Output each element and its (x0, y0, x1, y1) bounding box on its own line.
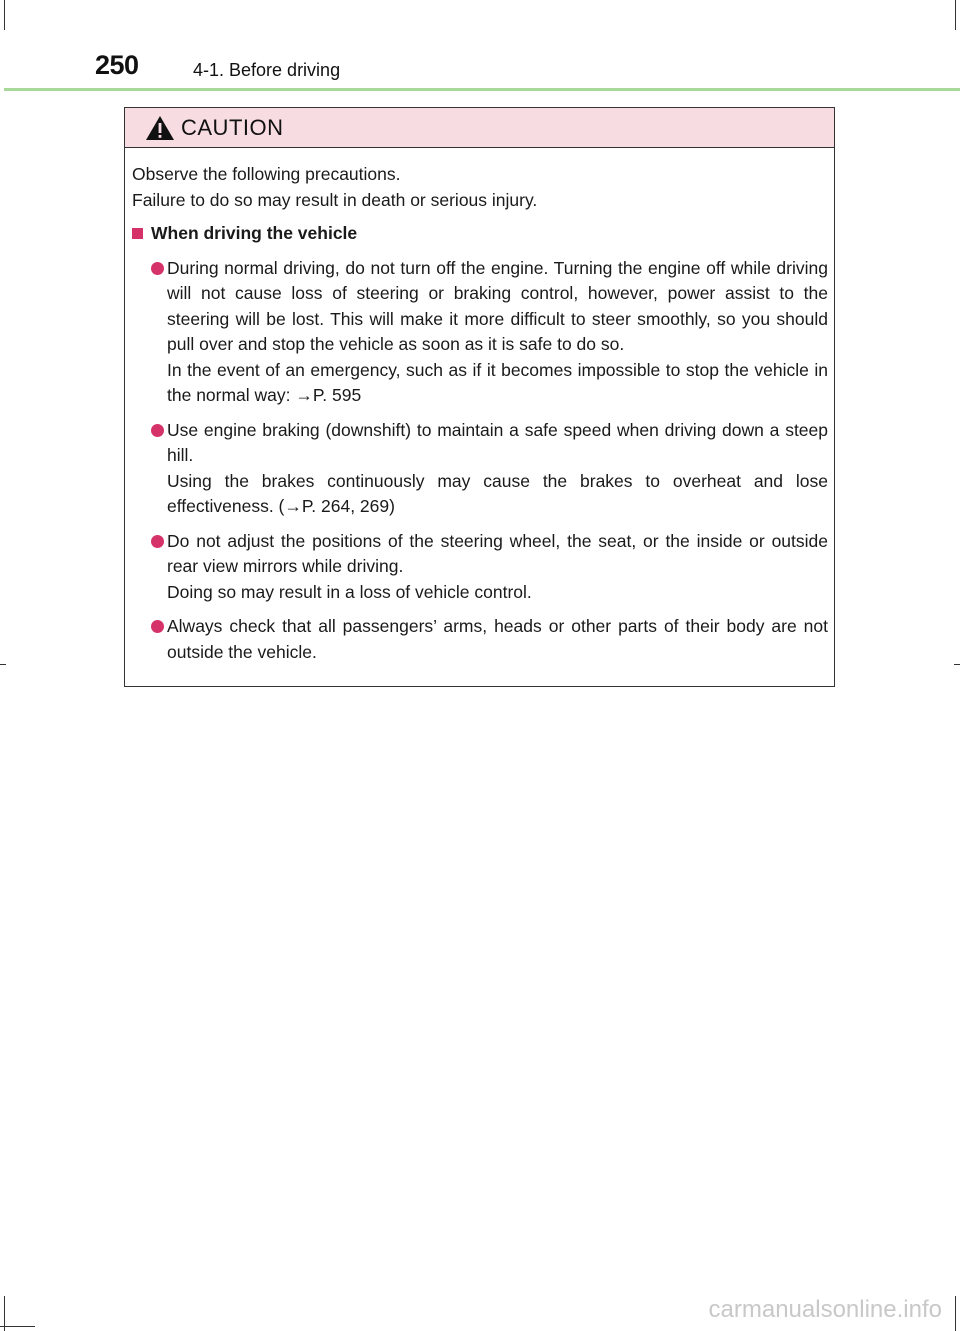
square-bullet-icon (132, 228, 143, 239)
list-item-text: Doing so may result in a loss of vehicle control. (167, 581, 532, 602)
crop-mark-left-mid (0, 664, 6, 665)
caution-title: CAUTION (181, 114, 284, 140)
subheading-text: When driving the vehicle (151, 223, 358, 243)
caution-header (125, 108, 834, 148)
page-number: 250 (95, 50, 139, 80)
bullet-dot-icon (151, 424, 164, 437)
crop-mark-bottom-left-h (0, 1326, 35, 1327)
caution-box (124, 107, 835, 687)
page-header (0, 0, 960, 96)
list-item (132, 529, 828, 606)
intro-line: Observe the following precautions. (132, 164, 401, 184)
list-item-text: Do not adjust the positions of the steering wheel, the seat, or the inside or outside rear view mirrors while driving. (167, 530, 828, 576)
crop-mark-right-mid (954, 664, 960, 665)
list-item-text: In the event of an emergency, such as if it becomes impossible to stop the vehicle in the normal way: →P. 595 (167, 359, 828, 405)
crop-mark-bottom-right-v (955, 1296, 956, 1331)
list-item (132, 256, 828, 409)
caution-body (125, 148, 834, 665)
list-item-text: Using the brakes continuously may cause the brakes to overheat and lose effectiveness. (→P. 264, 269) (167, 470, 828, 516)
header-rule (4, 88, 960, 91)
bullet-dot-icon (151, 535, 164, 548)
warning-triangle-icon (145, 115, 175, 141)
bullet-dot-icon (151, 262, 164, 275)
subheading (132, 221, 828, 247)
list-item-text: Use engine braking (downshift) to maintain a safe speed when driving down a steep hill. (167, 419, 828, 465)
intro-line: Failure to do so may result in death or serious injury. (132, 189, 538, 210)
list-item (132, 418, 828, 520)
list-item-text: During normal driving, do not turn off the engine. Turning the engine off while driving will not cause loss of steering or braking control, however, power assist to the steering will be lost. This will make it more difficult to steer smoothly, so you should pull over and stop the vehicle as soon as it is safe to do so. (167, 257, 828, 354)
caution-intro (132, 162, 828, 213)
list-item (132, 614, 828, 665)
list-item-text: Always check that all passengers’ arms, heads or other parts of their body are not outside the vehicle. (167, 616, 828, 662)
section-title: 4-1. Before driving (193, 60, 341, 80)
bullet-dot-icon (151, 620, 164, 633)
watermark-text: carmanualsonline.info (708, 1296, 942, 1323)
